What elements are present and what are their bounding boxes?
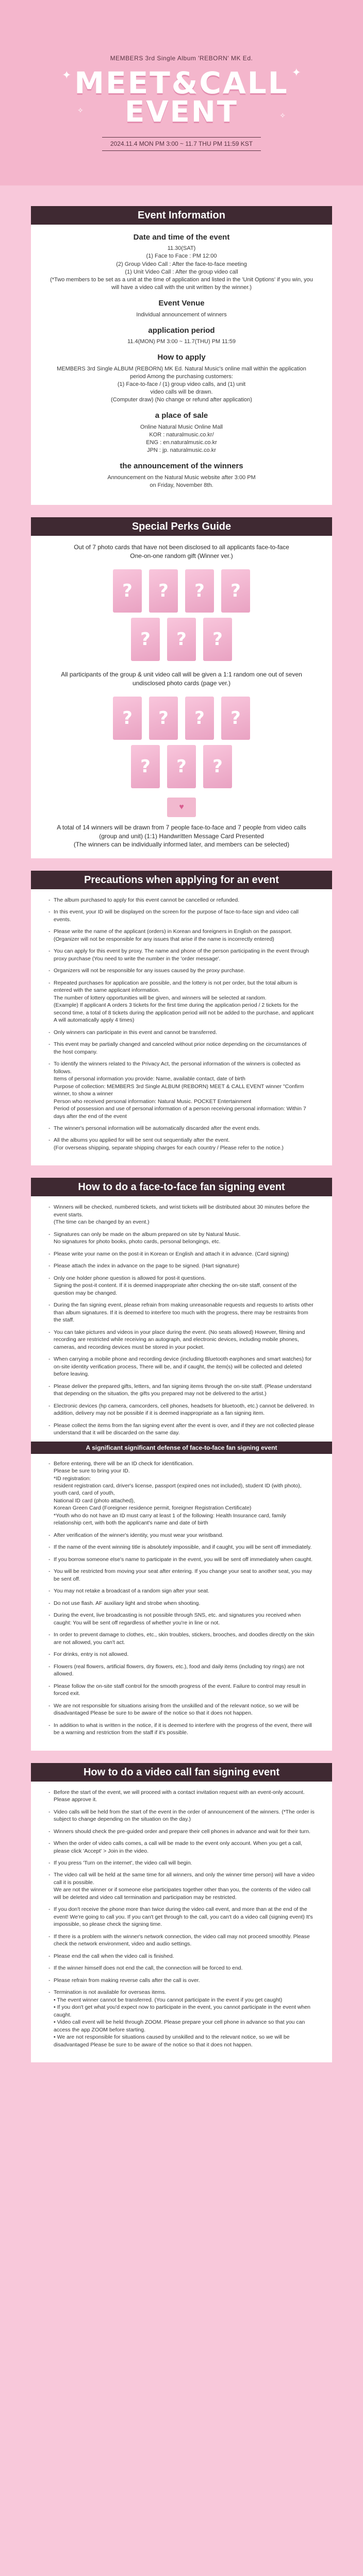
event-information-box bbox=[31, 225, 332, 505]
list-item: - You can apply for this event by proxy. The name and phone of the person participating in the event through proxy purchase (You need to write the number in the 'order message'. bbox=[48, 947, 315, 962]
list-item: - Video calls will be held from the start of the event in the order of announcement of the winners. (*The order is subject to change depending on the situation on the day.) bbox=[48, 1808, 315, 1823]
mystery-photo-card: ? bbox=[149, 697, 178, 740]
face-to-face-sub-list bbox=[48, 1460, 315, 1737]
list-item: - You can take pictures and videos in your place during the event. (No seats allowed) However, filming and recording are restricted while receiving an autograph, and electronic devices, including mobile phones, cameras, and recording devices must be stored in your pocket. bbox=[48, 1329, 315, 1351]
event-title-line2: EVENT bbox=[125, 95, 238, 129]
info-block bbox=[48, 461, 315, 489]
info-body: Individual announcement of winners bbox=[136, 311, 227, 318]
section-title-video-call: How to do a video call fan signing event bbox=[31, 1763, 332, 1782]
list-item: - In addition to what is written in the notice, if it is deemed to interfere with the progress of the event, there will be a warning and restriction from the staff if it's possible. bbox=[48, 1722, 315, 1737]
mystery-photo-card: ? bbox=[167, 618, 196, 661]
precautions-list bbox=[48, 896, 315, 1152]
video-call-list bbox=[48, 1789, 315, 2049]
list-item: - Organizers will not be responsible for any issues caused by the proxy purchase. bbox=[48, 967, 315, 974]
info-heading: application period bbox=[148, 326, 215, 335]
list-item: - We are not responsible for situations arising from the unskilled and of the relevant notice, so we will be disadvantaged Please be sure to be aware of the notice so that it does not happen. bbox=[48, 1702, 315, 1717]
list-item: - If you press 'Turn on the internet', the video call will begin. bbox=[48, 1859, 315, 1867]
section-title-face-to-face: How to do a face-to-face fan signing event bbox=[31, 1178, 332, 1196]
info-body: 11.4(MON) PM 3:00 ~ 11.7(THU) PM 11:59 bbox=[127, 338, 236, 345]
list-item: - If there is a problem with the winner's network connection, the video call may not proceed smoothly. Please check the network environment, video and audio settings. bbox=[48, 1933, 315, 1948]
face-to-face-box bbox=[31, 1196, 332, 1750]
section-title-event-information: Event Information bbox=[31, 206, 332, 225]
mystery-photo-card: ? bbox=[185, 697, 214, 740]
list-item: - Only one holder phone question is allowed for post-it questions. Signing the post-it content. If it is deemed inappropriate after checking the on-site staff, consent of the question may be changed. bbox=[48, 1275, 315, 1297]
precautions-box bbox=[31, 889, 332, 1166]
mystery-photo-card: ? bbox=[131, 745, 160, 788]
info-body: MEMBERS 3rd Single ALBUM (REBORN) MK Ed. Natural Music's online mall within the application period Among the purchasing customers: (1) Face-to-face / (1) group video calls, and (1) unit video calls will be drawn. (Computer draw) (No change or refund after application) bbox=[57, 365, 306, 403]
info-heading: Date and time of the event bbox=[133, 233, 230, 242]
list-item: - After verification of the winner's identity, you must wear your wristband. bbox=[48, 1532, 315, 1539]
list-item: - Please end the call when the video call is finished. bbox=[48, 1953, 315, 1960]
list-item: - Electronic devices (hp camera, camcorders, cell phones, headsets for bluetooth, etc.) cannot be delivered. In addition, delivery may not be possible if it is deemed inappropriate as a fan signing item. bbox=[48, 1402, 315, 1417]
list-item: - Please write the name of the applicant (orders) in Korean and foreigners in English on the passport. (Organizer will not be responsible for any issues that arise if the name is incorrectly entered) bbox=[48, 928, 315, 943]
mystery-photo-card: ? bbox=[113, 697, 142, 740]
mystery-photo-card: ? bbox=[131, 618, 160, 661]
list-item: - In this event, your ID will be displayed on the screen for the purpose of face-to-face sign and video call events. bbox=[48, 908, 315, 923]
mystery-photo-card: ? bbox=[149, 569, 178, 613]
face-to-face-list bbox=[48, 1204, 315, 1436]
sparkle-icon: ✧ bbox=[279, 111, 286, 120]
list-item: - To identify the winners related to the Privacy Act, the personal information of the winners is collected as follows. Items of personal information you provide: Name, available contact, date of birth Purpose of collection: MEMBERS 3rd Single ALBUM (REBORN) MEET & CALL EVENT winner "Confirm winner, to show a winner Person who received personal information: Natural Music. POCKET Entertainment Period of possession and use of personal information of a person receiving personal information: Within 7 days after the end of the event bbox=[48, 1060, 315, 1120]
mystery-photo-card: ? bbox=[203, 745, 232, 788]
list-item: - Signatures can only be made on the album prepared on site by Natural Music. No signatures for photo books, photo cards, personal belongings, etc. bbox=[48, 1231, 315, 1246]
info-block bbox=[48, 232, 315, 292]
list-item: - If you don't receive the phone more than twice during the video call event, and more than at the end of the event! We're going to call you. If you can't get through to the call, you can't do a video call (signing event) It's impossible, so please check the signing time. bbox=[48, 1906, 315, 1928]
face-to-face-sub-header: A significant significant defense of face-to-face fan signing event bbox=[31, 1442, 332, 1454]
special-perks-box bbox=[31, 536, 332, 858]
sparkle-icon: ✦ bbox=[62, 69, 72, 81]
photo-card-grid bbox=[104, 569, 259, 661]
info-body: 11.30(SAT) (1) Face to Face : PM 12:00 (2) Group Video Call : After the face-to-face meeting (1) Unit Video Call : After the group video call (*Two members to be set as a unit at the time of application and listed in the 'Unit Options' if you win, you will have a video call with the unit written by the winner.) bbox=[50, 245, 313, 291]
event-title: MEET&CALL bbox=[74, 65, 289, 101]
list-item: - If you borrow someone else's name to participate in the event, you will be sent off immediately when caught. bbox=[48, 1556, 315, 1563]
list-item: - You will be restricted from moving your seat after entering. If you change your seat to another seat, you may be sent off. bbox=[48, 1568, 315, 1583]
list-item: - During the fan signing event, please refrain from making unreasonable requests and requests to artists other than album signatures. If it is deemed to interfere too much with the progress, there may be restraints from the staff. bbox=[48, 1301, 315, 1324]
info-heading: the announcement of the winners bbox=[120, 462, 243, 471]
event-period: 2024.11.4 MON PM 3:00 ~ 11.7 THU PM 11:59 KST bbox=[102, 137, 261, 151]
sparkle-icon: ✦ bbox=[291, 66, 301, 79]
list-item: - If the winner himself does not end the call, the connection will be forced to end. bbox=[48, 1964, 315, 1972]
info-heading: Event Venue bbox=[158, 299, 205, 308]
list-item: - All the albums you applied for will be sent out sequentially after the event. (For overseas shipping, separate shipping charges for each country / Please refer to the notice.) bbox=[48, 1137, 315, 1151]
info-body: Announcement on the Natural Music website after 3:00 PM on Friday, November 8th. bbox=[107, 474, 256, 488]
heart-icon: ♥ bbox=[179, 802, 184, 811]
video-call-box bbox=[31, 1782, 332, 2063]
section-title-special-perks: Special Perks Guide bbox=[31, 517, 332, 536]
info-block bbox=[48, 410, 315, 454]
list-item: - Please attach the index in advance on the page to be signed. (Hart signature) bbox=[48, 1262, 315, 1269]
photo-card-grid bbox=[104, 697, 259, 788]
list-item: - Please collect the items from the fan signing event after the event is over, and if they are not collected please understand that it will be discarded on the same day. bbox=[48, 1422, 315, 1437]
list-item: - Winners will be checked, numbered tickets, and wrist tickets will be distributed about 30 minutes before the event starts. (The time can be changed by an event.) bbox=[48, 1204, 315, 1226]
list-item: - Termination is not available for overseas items. • The event winner cannot be transferred. (You cannot participate in the event if you get caught) • If you don't get what you'd expect now to participate in the event, you cannot participate in the event when caught. • Video call event will be held through ZOOM. Please prepare your cell phone in advance so that you can access the app ZOOM before starting. • We are not responsible for situations caused by unskilled and to the relevant notice, so we will be disadvantaged Please be sure to be aware of the notice so that it does not happen. bbox=[48, 1989, 315, 2048]
list-item: - The video call will be held at the same time for all winners, and only the winner time person) will have a video call it is possible. We are not the winner or if someone else participates together other than you, the contents of the video call will be deleted and video call termination and participation may be restricted. bbox=[48, 1871, 315, 1901]
info-block bbox=[48, 352, 315, 404]
mystery-photo-card: ? bbox=[167, 745, 196, 788]
info-block bbox=[48, 298, 315, 318]
list-item: - If the name of the event winning title is absolutely impossible, and if caught, you will be sent off immediately. bbox=[48, 1544, 315, 1551]
list-item: - Repeated purchases for application are possible, and the lottery is not per order, but the total album is entered with the same applicant information. The number of lottery opportunities will be given, and winners will be selected at random. (Example) If applicant A orders 3 tickets for the first time during the application period / 2 tickets for the second time, a total of 8 tickets during the application period will not be added to the purchase, and applicant A will automatically apply 4 times) bbox=[48, 979, 315, 1024]
album-kicker: MEMBERS 3rd Single Album 'REBORN' MK Ed. bbox=[110, 55, 253, 62]
mystery-photo-card: ? bbox=[113, 569, 142, 613]
info-body: Online Natural Music Online Mall KOR : naturalmusic.co.kr/ ENG : en.naturalmusic.co.kr JPN : jp. naturalmusic.co.kr bbox=[140, 423, 223, 454]
perks-middle: All participants of the group & unit video call will be given a 1:1 random one out of seven undisclosed photo cards (page ver.) bbox=[61, 671, 302, 687]
list-item: - This event may be partially changed and canceled without prior notice depending on the circumstances of the host company. bbox=[48, 1041, 315, 1056]
list-item: - Flowers (real flowers, artificial flowers, dry flowers, etc.), food and daily items (including toy rings) are not allowed. bbox=[48, 1663, 315, 1678]
list-item: - You may not retake a broadcast of a random sign after your seat. bbox=[48, 1587, 315, 1595]
info-block bbox=[48, 325, 315, 346]
info-heading: How to apply bbox=[157, 353, 206, 362]
list-item: - The winner's personal information will be automatically discarded after the event ends. bbox=[48, 1125, 315, 1132]
list-item: - Please write your name on the post-it in Korean or English and attach it in advance. (Card signing) bbox=[48, 1250, 315, 1258]
list-item: - The album purchased to apply for this event cannot be cancelled or refunded. bbox=[48, 896, 315, 904]
list-item: - In order to prevent damage to clothes, etc., skin troubles, stickers, brooches, and doodles directly on the skin are not allowed, you can't act. bbox=[48, 1631, 315, 1646]
message-card-envelope-icon bbox=[167, 798, 196, 817]
list-item: - When carrying a mobile phone and recording device (including Bluetooth earphones and smart watches) for on-site identity verification process, There will be, and if caught, the item(s) will be collected and deleted before leaving. bbox=[48, 1355, 315, 1378]
list-item: - Please refrain from making reverse calls after the call is over. bbox=[48, 1977, 315, 1984]
list-item: - Before entering, there will be an ID check for identification. Please be sure to bring your ID. *ID registration: resident registration card, driver's license, passport (expired ones not included), student ID (with photo), youth card, card of youth, National ID card (photo attached), Korean Green Card (Foreigner residence permit, foreigner Registration Certificate) *Youth who do not have an ID must carry at least 1 of the following: Health Insurance card, family relationship cert, with both the applicant's name and date of birth bbox=[48, 1460, 315, 1527]
list-item: - When the order of video calls comes, a call will be made to the event only account. When you get a call, please click 'Accept' > Join in the video. bbox=[48, 1840, 315, 1855]
list-item: - During the event, live broadcasting is not possible through SNS, etc. and signatures you received when caught: You will be sent off regardless of whether you're in line or not. bbox=[48, 1612, 315, 1626]
list-item: - Please deliver the prepared gifts, letters, and fan signing items through the on-site staff. (Please understand that depending on the situation, the gifts you prepared may not be delivered to the artist.) bbox=[48, 1383, 315, 1398]
event-header bbox=[0, 0, 363, 185]
info-heading: a place of sale bbox=[155, 411, 208, 420]
list-item: - Please follow the on-site staff control for the smooth progress of the event. Failure to control may result in forced exit. bbox=[48, 1683, 315, 1698]
list-item: - For drinks, entry is not allowed. bbox=[48, 1651, 315, 1658]
sparkle-icon: ✧ bbox=[77, 106, 84, 114]
mystery-photo-card: ? bbox=[185, 569, 214, 613]
section-title-precautions: Precautions when applying for an event bbox=[31, 871, 332, 889]
perks-intro: Out of 7 photo cards that have not been disclosed to all applicants face-to-face One-on-one random gift (Winner ver.) bbox=[74, 544, 289, 560]
mystery-photo-card: ? bbox=[221, 569, 250, 613]
mystery-photo-card: ? bbox=[221, 697, 250, 740]
list-item: - Do not use flash. AF auxiliary light and strobe when shooting. bbox=[48, 1600, 315, 1607]
list-item: - Only winners can participate in this event and cannot be transferred. bbox=[48, 1029, 315, 1036]
mystery-photo-card: ? bbox=[203, 618, 232, 661]
list-item: - Winners should check the pre-guided order and prepare their cell phones in advance and wait for their turn. bbox=[48, 1828, 315, 1835]
list-item: - Before the start of the event, we will proceed with a contact invitation request with an event-only account. Please approve it. bbox=[48, 1789, 315, 1804]
perks-closing: A total of 14 winners will be drawn from 7 people face-to-face and 7 people from video calls (group and unit) (1:1) Handwritten Message Card Presented (The winners can be individually informed later, and members can be selected) bbox=[57, 824, 306, 849]
